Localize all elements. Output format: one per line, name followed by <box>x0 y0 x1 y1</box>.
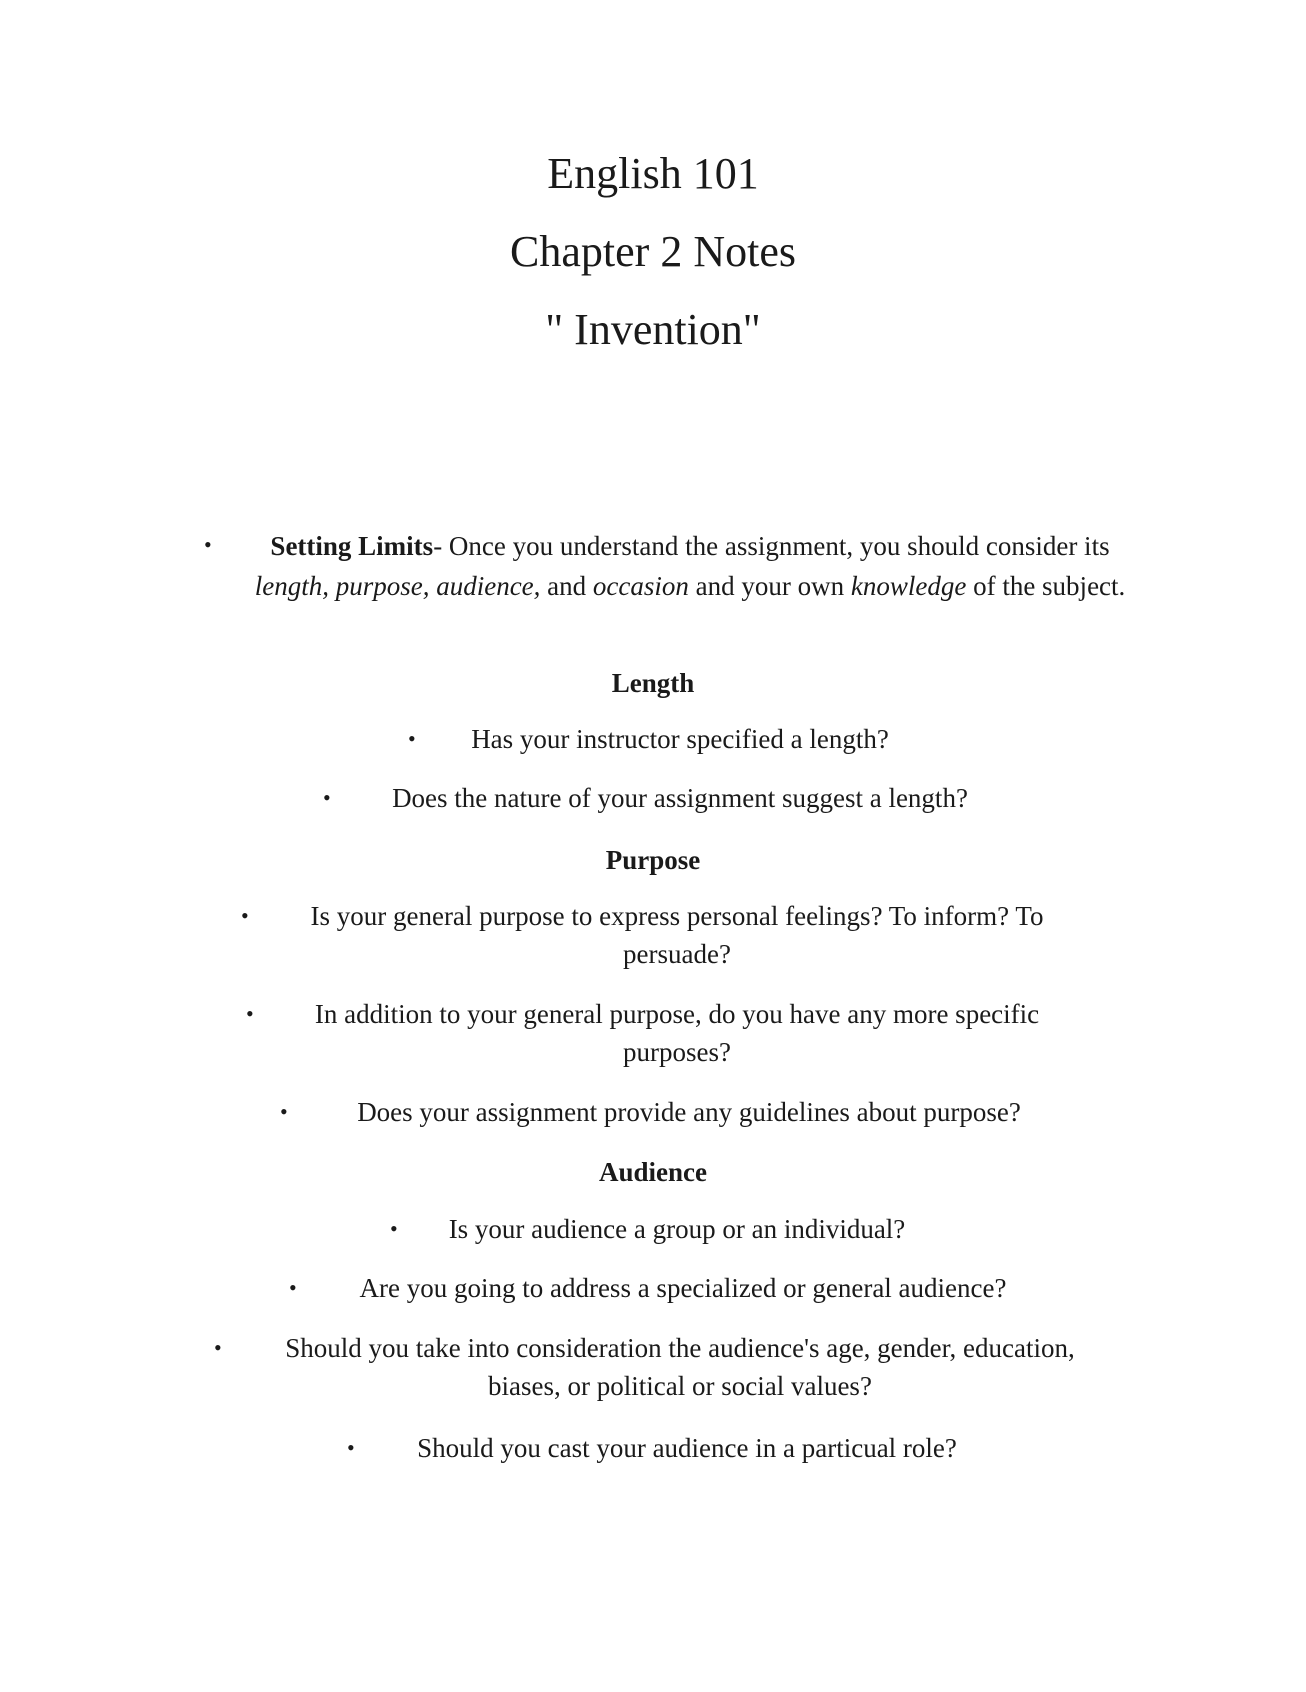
list-item: • Should you take into consideration the audience's age, gender, education, biases, or political or social values? <box>250 1329 1110 1405</box>
setting-limits-paragraph <box>204 526 1140 606</box>
list-item: • Is your general purpose to express personal feelings? To inform? To persuade? <box>277 897 1077 973</box>
topic-title: " Invention" <box>545 305 761 354</box>
list-item: • Should you cast your audience in a particual role? <box>349 1429 989 1467</box>
list-item: • Has your instructor specified a length? <box>410 720 920 758</box>
bullet-icon: • <box>289 1275 297 1300</box>
bullet-icon: • <box>241 903 249 928</box>
intro-text-3: and your own <box>688 571 851 601</box>
intro-text-1: - Once you understand the assignment, you should consider its <box>433 531 1110 561</box>
bullet-icon: • <box>214 1335 222 1360</box>
term-audience: audience, <box>436 571 541 601</box>
chapter-title: Chapter 2 Notes <box>510 227 796 276</box>
list-item: • Does your assignment provide any guidelines about purpose? <box>282 1093 1062 1131</box>
bullet-icon: • <box>204 532 212 557</box>
bullet-icon: • <box>390 1216 398 1241</box>
section-heading-length: Length <box>611 668 695 698</box>
term-occasion: occasion <box>592 571 689 601</box>
bullet-icon: • <box>408 726 416 751</box>
term-purpose: purpose, <box>335 571 430 601</box>
course-title: English 101 <box>547 149 759 198</box>
list-item: • Does the nature of your assignment suggest a length? <box>325 779 1005 817</box>
list-item: • In addition to your general purpose, do you have any more specific purposes? <box>282 995 1072 1071</box>
setting-limits-label: Setting Limits <box>270 531 434 561</box>
list-item: • Is your audience a group or an individual? <box>392 1210 932 1248</box>
term-length: length, <box>254 571 329 601</box>
intro-text-2: and <box>540 571 593 601</box>
list-item: • Are you going to address a specialized or general audience? <box>291 1269 1041 1307</box>
intro-text-4: of the subject. <box>966 571 1126 601</box>
term-knowledge: knowledge <box>850 571 967 601</box>
bullet-icon: • <box>347 1435 355 1460</box>
section-heading-purpose: Purpose <box>605 845 701 875</box>
bullet-icon: • <box>280 1099 288 1124</box>
bullet-icon: • <box>323 785 331 810</box>
section-heading-audience: Audience <box>599 1157 707 1187</box>
bullet-icon: • <box>246 1001 254 1026</box>
